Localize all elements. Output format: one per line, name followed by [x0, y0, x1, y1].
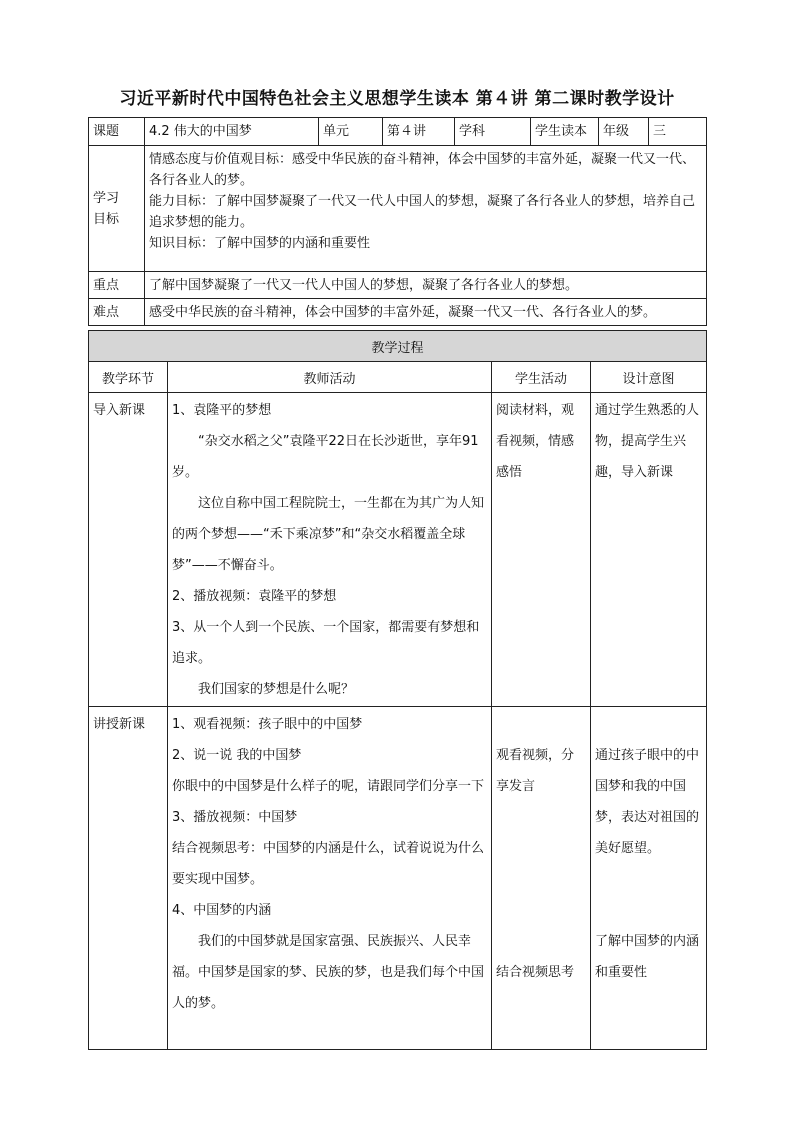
lecture-student-activity [492, 707, 591, 1050]
process-table [88, 330, 707, 1050]
intro-item-4: 2、播放视频：袁隆平的梦想 [172, 589, 337, 604]
col-header-stage: 教学环节 [89, 362, 168, 393]
col-header-student: 学生活动 [492, 362, 591, 393]
lecture-item-3: 你眼中的中国梦是什么样子的呢，请跟同学们分享一下 [172, 779, 485, 794]
document-title: 习近平新时代中国特色社会主义思想学生读本 第４讲 第二课时教学设计 [119, 89, 675, 109]
intro-item-2: “杂交水稻之父”袁隆平22日在长沙逝世，享年91岁。 [172, 434, 479, 480]
difficulty-label: 难点 [89, 299, 145, 326]
col-header-teacher: 教师活动 [168, 362, 492, 393]
subject-label: 学科 [455, 118, 531, 146]
objectives-label-line1: 学习 [93, 190, 120, 206]
lecture-teacher-activity [168, 707, 492, 1050]
lecture-purpose-1: 通过孩子眼中的中国梦和我的中国梦，表达对祖国的美好愿望。 [595, 748, 700, 856]
lecture-purpose-2: 了解中国梦的内涵和重要性 [595, 934, 700, 980]
lecture-item-1: 1、观看视频：孩子眼中的中国梦 [172, 717, 363, 732]
lecture-item-2: 2、说一说 我的中国梦 [172, 748, 302, 763]
intro-stage: 导入新课 [89, 393, 168, 707]
topic-label: 课题 [89, 118, 145, 146]
grade-label: 年级 [599, 118, 649, 146]
lecture-item-6: 4、中国梦的内涵 [172, 903, 272, 918]
intro-item-1: 1、袁隆平的梦想 [172, 403, 272, 418]
objective-ability: 能力目标：了解中国梦凝聚了一代又一代人中国人的梦想，凝聚了各行各业人的梦想，培养自己追求梦想的能力。 [149, 194, 696, 230]
col-header-purpose: 设计意图 [591, 362, 707, 393]
lecture-student-1: 观看视频，分享发言 [496, 748, 575, 794]
info-table [88, 117, 707, 326]
unit-value: 第４讲 [383, 118, 455, 146]
objectives-label [89, 146, 145, 272]
difficulty-text: 感受中华民族的奋斗精神，体会中国梦的丰富外延，凝聚一代又一代、各行各业人的梦。 [145, 299, 707, 326]
intro-design-purpose: 通过学生熟悉的人物，提高学生兴趣，导入新课 [591, 393, 707, 707]
lecture-item-5: 结合视频思考：中国梦的内涵是什么，试着说说为什么要实现中国梦。 [172, 841, 485, 887]
lecture-design-purpose [591, 707, 707, 1050]
lecture-item-7: 我们的中国梦就是国家富强、民族振兴、人民幸福。中国梦是国家的梦、民族的梦，也是我们每个中国人的梦。 [172, 934, 485, 1011]
key-point-label: 重点 [89, 272, 145, 299]
intro-item-6: 我们国家的梦想是什么呢？ [198, 682, 355, 697]
lecture-item-4: 3、播放视频：中国梦 [172, 810, 298, 825]
objective-knowledge: 知识目标：了解中国梦的内涵和重要性 [149, 236, 371, 251]
objective-emotion: 情感态度与价值观目标：感受中华民族的奋斗精神，体会中国梦的丰富外延，凝聚一代又一代、各行各业人的梦。 [149, 152, 696, 188]
objectives-content [145, 146, 707, 272]
lecture-student-2: 结合视频思考 [496, 965, 575, 980]
unit-label: 单元 [319, 118, 383, 146]
intro-student-activity: 阅读材料，观看视频，情感感悟 [492, 393, 591, 707]
objectives-label-line2: 目标 [93, 211, 120, 227]
intro-item-3: 这位自称中国工程院院士，一生都在为其广为人知的两个梦想——“禾下乘凉梦”和“杂交水稻覆盖全球梦”——不懈奋斗。 [172, 496, 485, 573]
lecture-stage: 讲授新课 [89, 707, 168, 1050]
process-heading: 教学过程 [89, 331, 707, 362]
key-point-text: 了解中国梦凝聚了一代又一代人中国人的梦想，凝聚了各行各业人的梦想。 [145, 272, 707, 299]
subject-value: 学生读本 [531, 118, 599, 146]
intro-teacher-activity [168, 393, 492, 707]
grade-value: 三 [649, 118, 707, 146]
topic-value: 4.2 伟大的中国梦 [145, 118, 319, 146]
intro-item-5: 3、从一个人到一个民族、一个国家，都需要有梦想和追求。 [172, 620, 480, 666]
